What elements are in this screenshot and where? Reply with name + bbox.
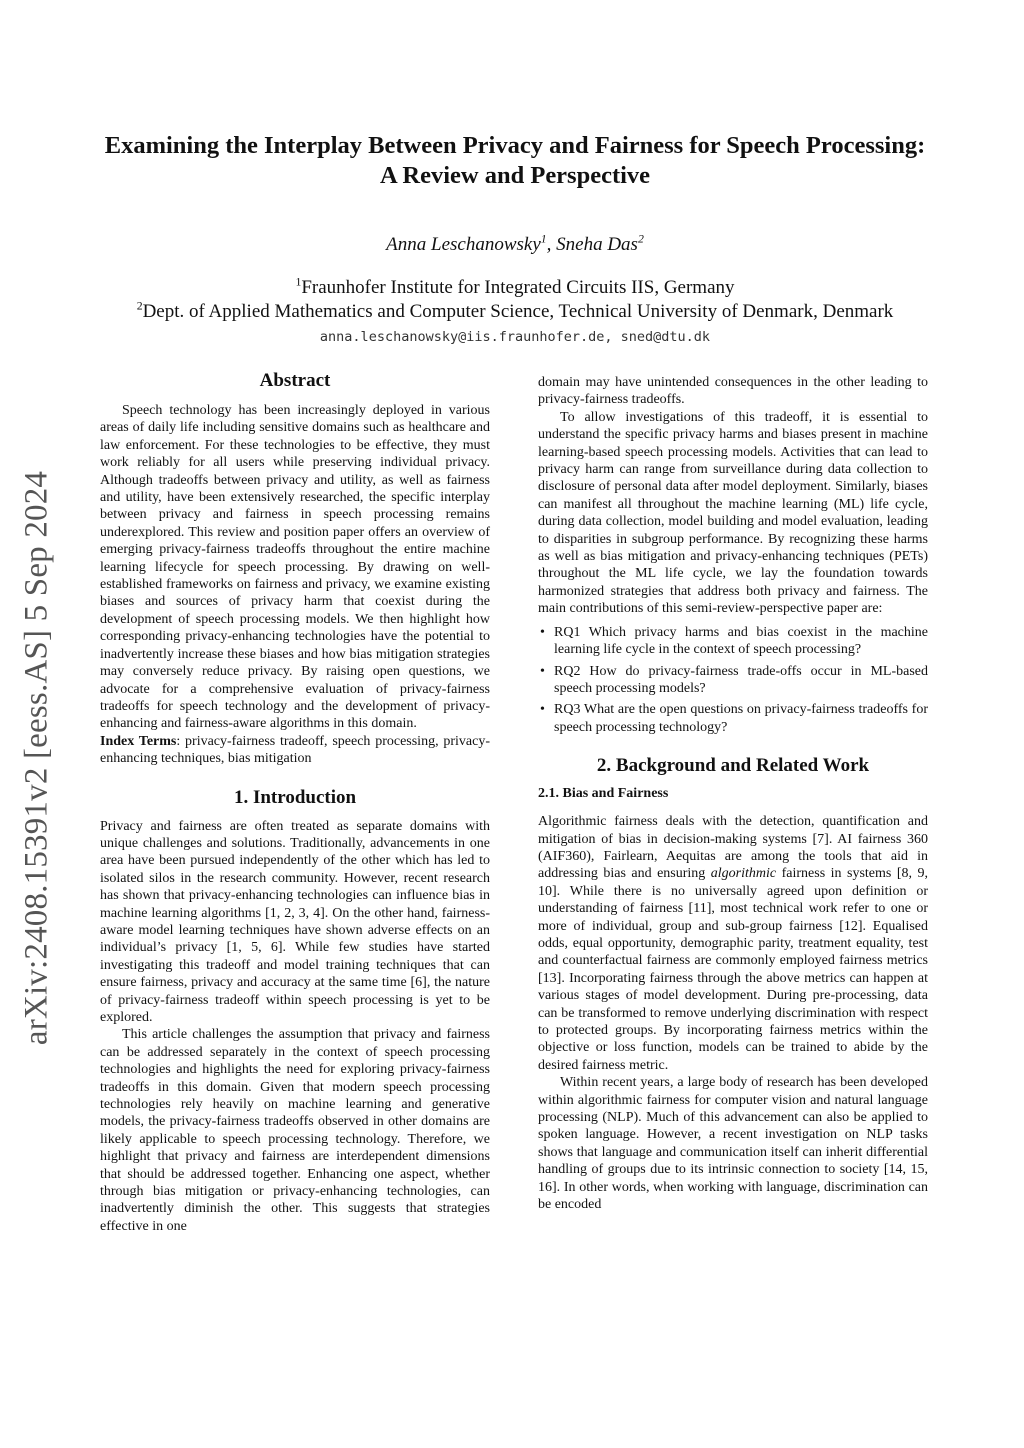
index-terms-text: : privacy-fairness tradeoff, speech processing, privacy-enhancing techniques, bias mitigation xyxy=(100,733,490,767)
research-questions xyxy=(538,624,928,736)
affiliation-1-mark: 1 xyxy=(295,275,302,289)
background-heading: 2. Background and Related Work xyxy=(596,755,870,777)
title-line-2: A Review and Perspective xyxy=(379,162,651,189)
background-paragraph-1-end: fairness in systems [8, 9, 10]. While there is no universally agreed upon definition or understanding of fairness [11], most technical work refer to one or more of individual, group and sub-group fairness [12]. Equalised odds, equal opportunity, demographic parity, treatment equality, test and counterfactual fairness are commonly employed fairness metrics [13]. Incorporating fairness through the above metrics can happen at various stages of model development. During pre-processing, data can be transformed to remove underlying discrimination with respect to protected groups. By incorporating fairness metrics within the objective or loss function, models can be trained to abide by the desired fairness metric. xyxy=(538,866,928,1073)
abstract-text: Speech technology has been increasingly deployed in various areas of daily life including sensitive domains such as healthcare and law enforcement. For these technologies to be effective, they must work reliably for all users while preserving individual privacy. Although tradeoffs between privacy and utility, as well as fairness and utility, have been extensively researched, the specific interplay between privacy and fairness in speech processing remains underexplored. This review and position paper offers an overview of emerging privacy-fairness tradeoffs throughout the entire machine learning lifecycle for speech processing. By drawing on well-established frameworks on fairness and privacy, we examine existing biases and sources of privacy harm that coexist during the development of speech processing models. We then highlight how corresponding privacy-enhancing technologies have the potential to inadvertently increase these biases and how bias mitigation strategies may conversely reduce privacy. By raising open questions, we advocate for a comprehensive evaluation of privacy-fairness tradeoffs for speech technology and the development of privacy-enhancing and fairness-aware algorithms in this domain. xyxy=(100,403,490,732)
background-paragraph-1-emphasis: algorithmic xyxy=(710,866,777,882)
rq3-text: RQ3 What are the open questions on privacy-fairness tradeoffs for speech processing technology? xyxy=(554,702,928,735)
affiliation-1 xyxy=(90,277,940,299)
title-line-1: Examining the Interplay Between Privacy and Fairness for Speech Processing: xyxy=(104,132,926,159)
arxiv-stamp-text: arXiv:2408.15391v2 [eess.AS] 5 Sep 2024 xyxy=(18,470,55,1046)
affiliation-1-text: Fraunhofer Institute for Integrated Circuits IIS, Germany xyxy=(301,277,735,298)
intro-paragraph-3: domain may have unintended consequences in the other leading to privacy-fairness tradeoffs. xyxy=(538,375,928,408)
author-1: Anna Leschanowsky xyxy=(386,234,541,255)
author-1-affil-mark: 1 xyxy=(540,232,547,246)
intro-paragraph-2: This article challenges the assumption that privacy and fairness can be addressed separately in the context of speech processing technologies and highlights the need for exploring privacy-fairness tradeoffs in this domain. Given that modern speech processing technologies rely heavily on machine learning and generative models, the privacy-fairness tradeoffs observed in other domains are likely applicable to speech processing technology. Therefore, we highlight that privacy and fairness are interdependent dimensions that should be addressed together. Enhancing one aspect, whether through bias mitigation or privacy-enhancing technologies, can inadvertently diminish the other. This suggests that strategies effective in one xyxy=(100,1027,490,1234)
background-paragraph-1-start: Algorithmic fairness deals with the detection, quantification and mitigation of bias in decision-making systems [7]. AI fairness 360 (AIF360), Fairlearn, Aequitas are among the tools that aid in addressing bias and ensuring xyxy=(538,814,928,882)
background-paragraph-2: Within recent years, a large body of research has been developed within algorithmic fairness for computer vision and natural language processing (NLP). Much of this advancement can also be applied to spoken language. However, a recent investigation on NLP tasks shows that language and communication itself can inherit differential handling of groups due to its intrinsic connection to society [14, 15, 16]. In other words, when working with language, discrimination can be encoded xyxy=(538,1075,928,1213)
affiliation-2-text: Dept. of Applied Mathematics and Computer Science, Technical University of Denmark, Denmark xyxy=(142,301,894,322)
index-terms-label: Index Terms xyxy=(100,733,177,749)
author-2-affil-mark: 2 xyxy=(637,232,644,246)
list-item xyxy=(538,624,928,659)
rq1-text: RQ1 Which privacy harms and bias coexist in the machine learning life cycle in the context of speech processing? xyxy=(554,624,928,658)
bullet-glyph: • xyxy=(540,663,545,679)
intro-heading: 1. Introduction xyxy=(233,786,357,808)
paper-title xyxy=(90,131,940,191)
bullet-glyph: • xyxy=(540,702,545,718)
background-paragraph-1 xyxy=(538,813,928,1074)
intro-paragraph-1: Privacy and fairness are often treated as separate domains with unique challenges and solutions. Traditionally, advancements in one area have been pursued independently of the other which has led to isolated silos in the research community. However, recent research has shown that privacy-enhancing technologies can influence bias in machine learning algorithms [1, 2, 3, 4]. On the other hand, fairness-aware model learning techniques have shown adverse effects on an individual’s privacy [1, 5, 6]. While few studies have started investigating this tradeoff and model training techniques that can ensure fairness, privacy and accuracy at the same time [6], the nature of privacy-fairness tradeoff within speech processing is yet to be explored. xyxy=(100,818,490,1025)
author-separator: , xyxy=(546,234,557,255)
abstract-heading: Abstract xyxy=(259,370,331,391)
affiliation-2 xyxy=(90,301,940,323)
list-item xyxy=(538,701,928,736)
index-terms xyxy=(100,733,490,768)
bullet-glyph: • xyxy=(540,624,545,640)
intro-paragraph-4: To allow investigations of this tradeoff, it is essential to understand the specific privacy harms and biases present in machine learning-based speech processing models. Activities that can lead to privacy harm can range from surveillance during data collection to disclosure of personal data after model deployment. Similarly, biases can manifest all throughout the machine learning (ML) life cycle, during data collection, model building and model evaluation, leading to disparities in subgroup performance. By recognizing these harms as well as bias mitigation and privacy-enhancing techniques (PETs) throughout the ML life cycle, we lay the foundation towards harmonized strategies that address both privacy and fairness. The main contributions of this semi-review-perspective paper are: xyxy=(538,409,928,617)
rq2-text: RQ2 How do privacy-fairness trade-offs occur in ML-based speech processing models? xyxy=(554,663,928,696)
author-list xyxy=(90,234,940,256)
bias-fairness-subheading: 2.1. Bias and Fairness xyxy=(538,786,669,802)
left-column xyxy=(100,369,490,1235)
author-emails: anna.leschanowsky@iis.fraunhofer.de, sned@dtu.dk xyxy=(319,329,711,345)
right-column xyxy=(538,374,928,1213)
arxiv-stamp xyxy=(14,450,60,1066)
list-item xyxy=(538,663,928,698)
affiliation-2-mark: 2 xyxy=(136,299,143,313)
author-2: Sneha Das xyxy=(556,234,638,255)
